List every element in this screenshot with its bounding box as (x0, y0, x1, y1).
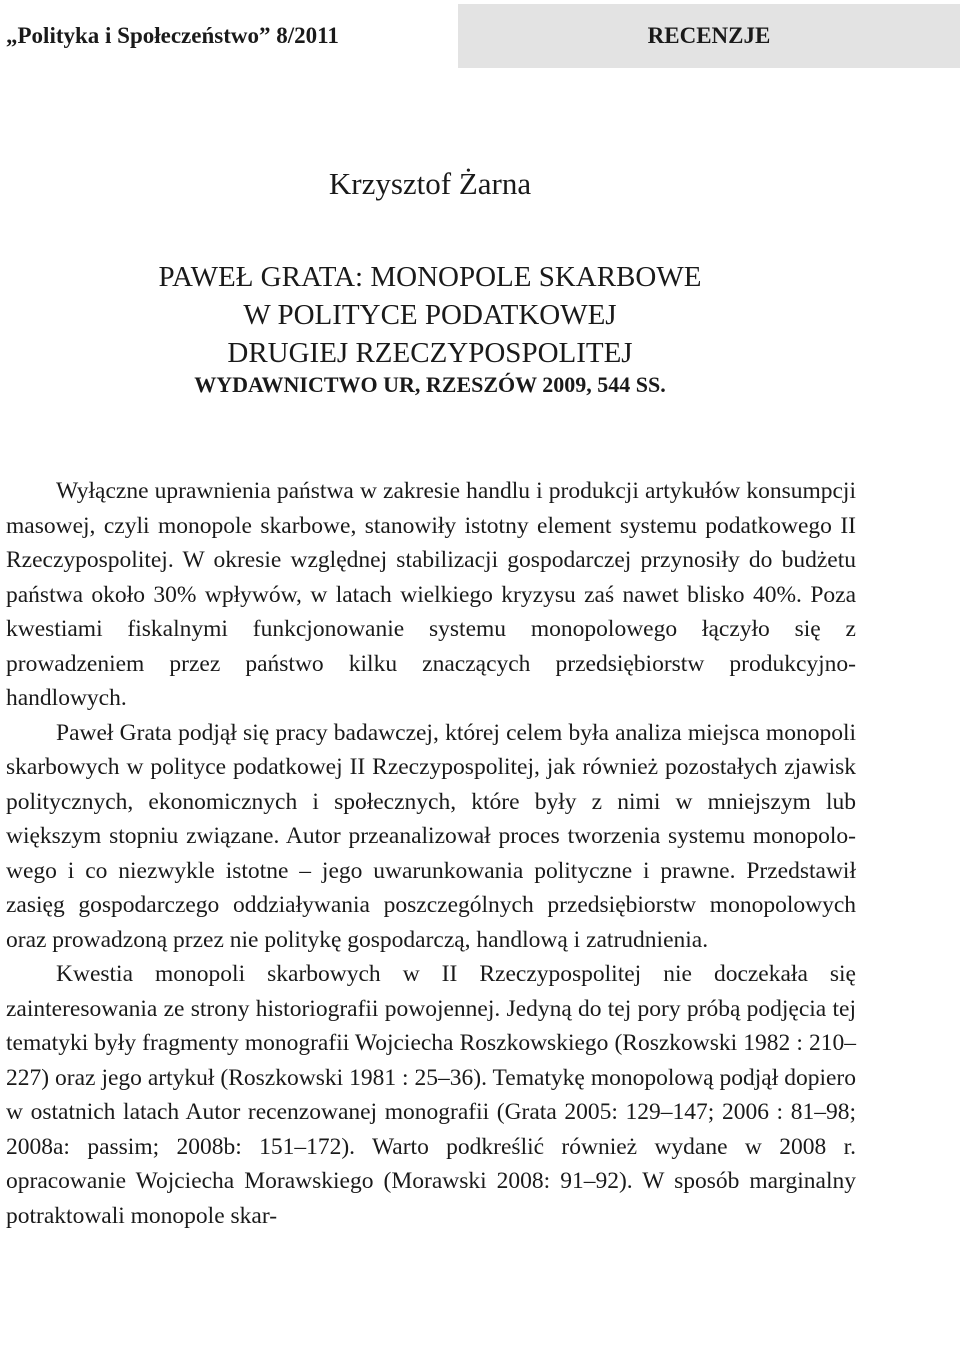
book-title (0, 258, 860, 372)
section-label: RECENZJE (647, 23, 771, 48)
publisher-info: WYDAWNICTWO UR, RZESZÓW 2009, 544 SS. (194, 372, 666, 397)
page-header (0, 4, 960, 68)
journal-title: „Polityka i Społeczeństwo” 8/2011 (6, 23, 339, 48)
paragraph: Kwestia monopoli skarbowych w II Rzeczypospolitej nie doczekała się zainteresowania ze strony historiografii powojennej. Jedyną do tej pory próbą podjęcia tej tematyki były fragmenty monografii Wojciecha Roszkowskiego (Roszkowski 1982 : 210–227) oraz jego artykuł (Roszkowski 1981 : 25–36). Tematykę monopolową podjął dopiero w ostatnich latach Autor recenzowanej monografii (Grata 2005: 129–147; 2006 : 81–98; 2008a: passim; 2008b: 151–172). Warto podkreślić również wydane w 2008 r. opracowanie Wojciecha Morawskiego (Morawski 2008: 91–92). W sposób marginalny potraktowali monopole skar- (6, 961, 856, 1229)
review-body (6, 474, 856, 1233)
review-author: Krzysztof Żarna (328, 166, 532, 201)
paragraph: Paweł Grata podjął się pracy badawczej, której celem była analiza miejsca monopoli skarbowych w polityce podatkowej II Rzeczypospolitej, jak również pozostałych zjawisk politycznych, ekonomicznych i społecznych, które były z nimi w mniejszym lub większym stopniu związane. Autor przeanalizował proces tworzenia systemu monopolowego i co niezwykle istotne – jego uwarunkowania polityczne i prawne. Przedstawił zasięg gospodarczego oddziaływania poszczególnych przedsiębiorstw monopolowych oraz prowadzoną przez nie politykę gospodarczą, handlową i zatrudnienia. (6, 719, 856, 953)
book-title-line: DRUGIEJ RZECZYPOSPOLITEJ (227, 337, 633, 369)
section-banner (458, 4, 960, 68)
book-title-line: W POLITYCE PODATKOWEJ (243, 299, 617, 331)
paragraph: Wyłączne uprawnienia państwa w zakresie handlu i produkcji artykułów konsumpcji masowej, czyli monopole skarbowe, stanowiły istotny element systemu podatkowego II Rzeczypospolitej. W okresie względnej stabilizacji gospodarczej przynosiły do budżetu państwa około 30% wpływów, w latach wielkiego kryzysu zaś nawet blisko 40%. Poza kwestiami fiskalnymi funkcjonowanie systemu monopolowego łączyło się z prowadzeniem przez państwo kilku znaczących przedsiębiorstw produkcyjno-handlowych. (6, 478, 856, 711)
book-title-line: PAWEŁ GRATA: MONOPOLE SKARBOWE (158, 261, 702, 293)
